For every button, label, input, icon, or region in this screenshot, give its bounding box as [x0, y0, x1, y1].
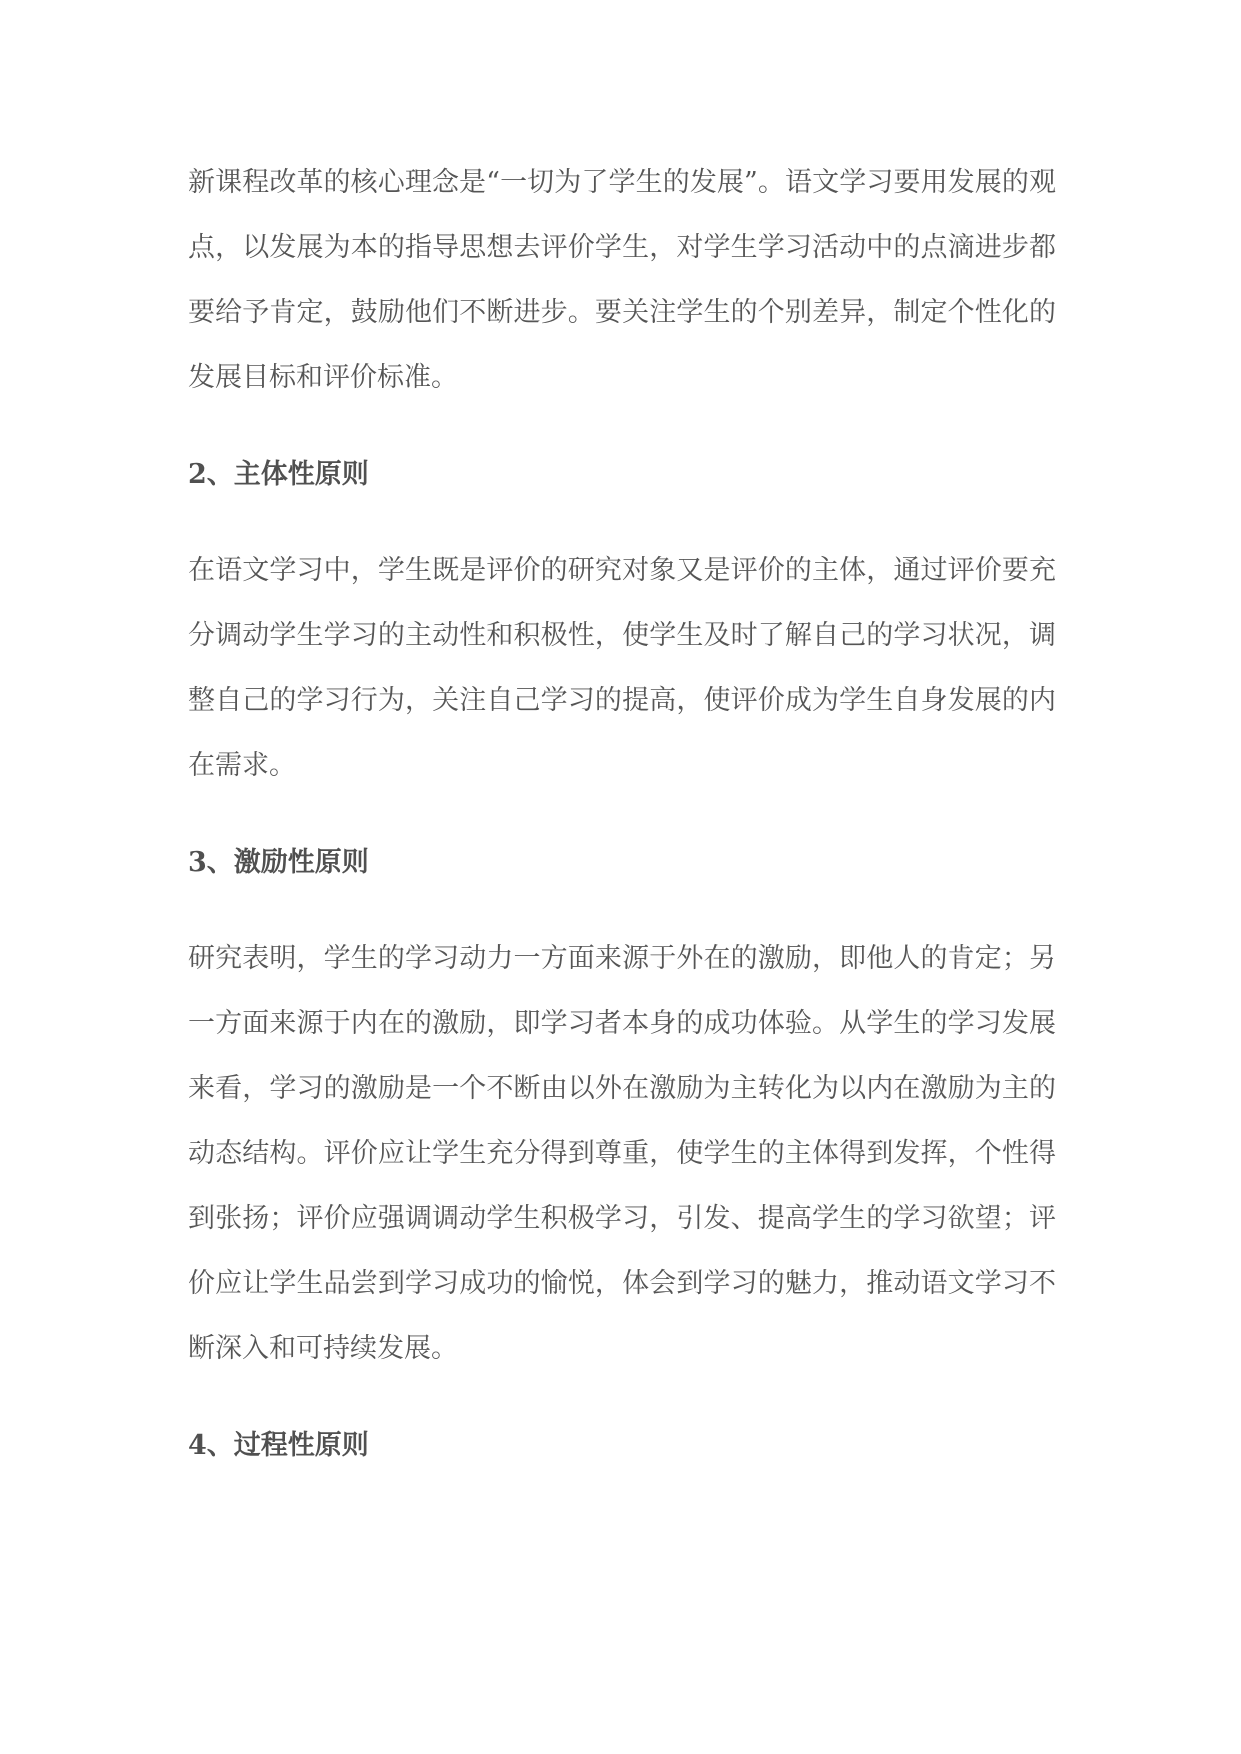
heading-process-principle: 4、过程性原则 [188, 1430, 369, 1461]
heading-motivation-principle: 3、激励性原则 [188, 847, 369, 878]
paragraph-subjectivity-principle: 在语文学习中，学生既是评价的研究对象又是评价的主体，通过评价要充分调动学生学习的主动性和积极性，使学生及时了解自己的学习状况，调整自己的学习行为，关注自己学习的提高，使评价成为学生自身发展的内在需求。 [188, 555, 1056, 781]
paragraph-motivation-principle: 研究表明，学生的学习动力一方面来源于外在的激励，即他人的肯定；另一方面来源于内在的激励，即学习者本身的成功体验。从学生的学习发展来看，学习的激励是一个不断由以外在激励为主转化为以内在激励为主的动态结构。评价应让学生充分得到尊重，使学生的主体得到发挥，个性得到张扬；评价应强调调动学生积极学习，引发、提高学生的学习欲望；评价应让学生品尝到学习成功的愉悦，体会到学习的魅力，推动语文学习不断深入和可持续发展。 [188, 943, 1056, 1364]
paragraph-development-principle: 新课程改革的核心理念是“一切为了学生的发展”。语文学习要用发展的观点，以发展为本的指导思想去评价学生，对学生学习活动中的点滴进步都要给予肯定，鼓励他们不断进步。要关注学生的个别差异，制定个性化的发展目标和评价标准。 [188, 167, 1056, 393]
heading-subjectivity-principle: 2、主体性原则 [188, 459, 369, 490]
document-body [188, 150, 1056, 1478]
